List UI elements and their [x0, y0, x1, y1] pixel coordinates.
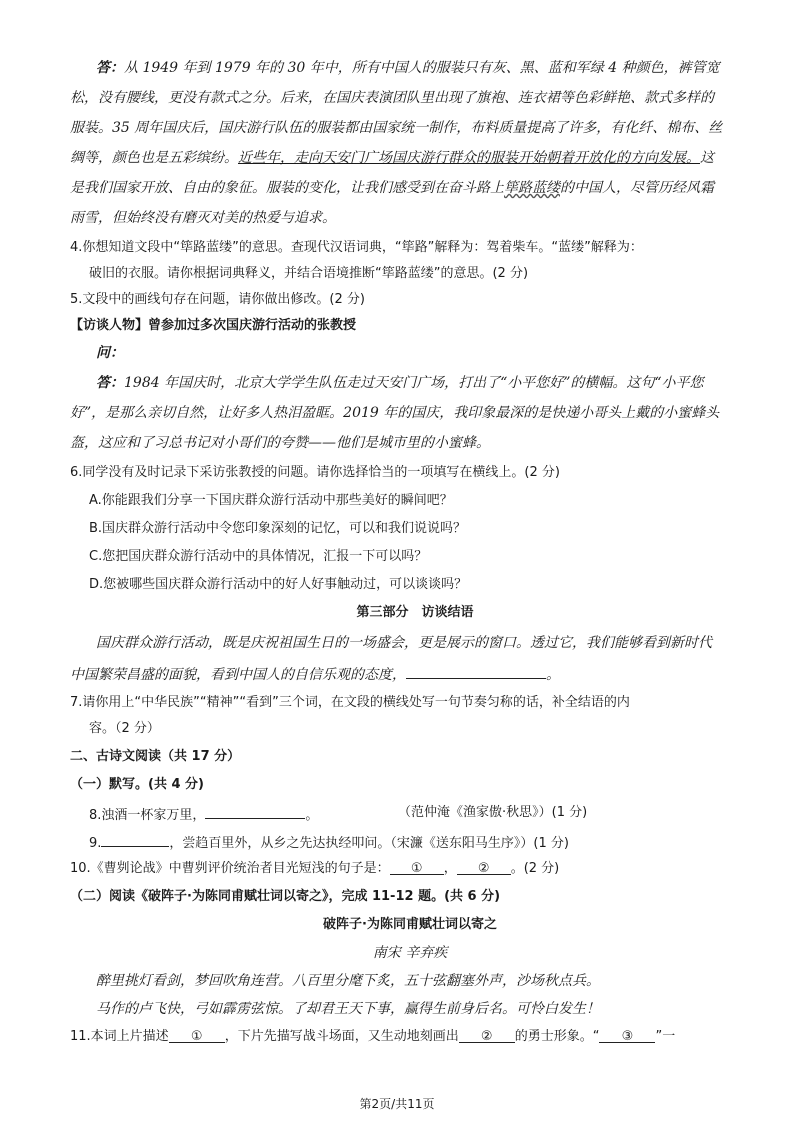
question-7: 7.请你用上“中华民族”“精神”“看到”三个词，在文段的横线处写一句节奏匀称的话，补全结语的内: [70, 695, 630, 710]
question-4-cont: 破旧的衣服。请你根据词典释义，并结合语境推断“筚路蓝缕”的意思。(2 分): [89, 266, 529, 281]
answer-paragraph-line: 松，没有腰线，更没有款式之分。后来，在国庆表演团队里出现了旗袍、连衣裙等色彩鲜艳、款式多样的: [70, 90, 714, 106]
idiom-marked: 筚路蓝缕: [504, 180, 560, 196]
answer-blank-3: ③: [599, 1027, 655, 1043]
answer-blank-2: ②: [459, 1027, 515, 1043]
conclusion-text: 。: [546, 667, 560, 683]
option-b: B.国庆群众游行活动中令您印象深刻的记忆，可以和我们说说吗？: [89, 521, 467, 536]
answer-blank: [101, 831, 169, 847]
answer-text: 从 1949 年到 1979 年的 30 年中，所有中国人的服装只有灰、黑、蓝和军绿 4 种颜色，裤管宽: [124, 60, 720, 76]
underlined-sentence: 近些年，走向天安门广场国庆游行群众的服装开始朝着开放化的方向发展。: [238, 150, 700, 166]
poem-line: 马作的卢飞快，弓如霹雳弦惊。了却君王天下事，赢得生前身后名。可怜白发生！: [96, 1001, 600, 1017]
question-4: 4.你想知道文段中“筚路蓝缕”的意思。查现代汉语词典，“筚路”解释为：驾着柴车。“蓝缕”解释为：: [70, 240, 643, 255]
answer-blank-1: ①: [390, 859, 444, 875]
answer-paragraph-line: [70, 178, 714, 198]
answer-blank: [205, 803, 305, 819]
question-text: ，下片先描写战斗场面，又生动地刻画出: [224, 1029, 459, 1044]
question-text: ”一: [655, 1029, 676, 1044]
question-8-source: （范仲淹《渔家傲·秋思》）(1 分): [398, 805, 588, 820]
answer-label: 答：: [96, 60, 124, 76]
conclusion-line: 国庆群众游行活动，既是庆祝祖国生日的一场盛会，更是展示的窗口。透过它，我们能够看到新时代: [96, 635, 712, 651]
page-number: 第2页/共11页: [359, 1097, 435, 1111]
question-11: [70, 1027, 675, 1047]
answer-paragraph-line: [96, 58, 720, 78]
answer-paragraph-line: 雨雪，但始终没有磨灭对美的热爱与追求。: [70, 210, 336, 226]
interviewee-heading: 【访谈人物】曾参加过多次国庆游行活动的张教授: [70, 318, 357, 333]
question-text: 。: [305, 808, 319, 823]
question-6: 6.同学没有及时记录下采访张教授的问题。请你选择恰当的一项填写在横线上。(2 分): [70, 465, 560, 480]
question-text: 的勇士形象。“: [514, 1029, 600, 1044]
conclusion-line: [70, 663, 560, 685]
conclusion-text: 中国繁荣昌盛的面貌，看到中国人的自信乐观的态度，: [70, 667, 406, 683]
answer-paragraph-line: 服装。35 周年国庆后，国庆游行队伍的服装都由国家统一制作，布料质量提高了许多，有化纤、棉布、丝: [70, 120, 723, 136]
option-d: D.您被哪些国庆群众游行活动中的好人好事触动过，可以谈谈吗？: [89, 577, 468, 592]
question-5: 5.文段中的画线句存在问题，请你做出修改。(2 分): [70, 292, 365, 307]
answer-text: 1984 年国庆时，北京大学学生队伍走过天安门广场，打出了“小平您好”的横幅。这句“小平您: [124, 375, 704, 391]
question-10: [70, 859, 559, 879]
section-title: 第三部分 访谈结语: [356, 605, 474, 620]
poem-author: 南宋 辛弃疾: [372, 945, 448, 961]
answer-text: 的中国人，尽管历经风霜: [560, 180, 714, 196]
answer-paragraph-line: 好”，是那么亲切自然，让好多人热泪盈眶。2019 年的国庆，我印象最深的是快递小哥头上戴的小蜜蜂头: [70, 405, 720, 421]
subsection-heading: （一）默写。(共 4 分): [70, 777, 204, 792]
answer-text: 这: [700, 150, 714, 166]
poem-line: 醉里挑灯看剑，梦回吹角连营。八百里分麾下炙，五十弦翻塞外声，沙场秋点兵。: [96, 973, 600, 989]
answer-paragraph-line: [96, 373, 704, 393]
answer-blank: [406, 663, 546, 679]
answer-blank-1: ①: [169, 1027, 225, 1043]
question-8: [89, 803, 318, 826]
answer-text: 是我们国家开放、自由的象征。服装的变化，让我们感受到在奋斗路上: [70, 180, 504, 196]
answer-text: 绸等，颜色也是五彩缤纷。: [70, 150, 238, 166]
answer-paragraph-line: [70, 148, 714, 168]
poem-title: 破阵子·为陈同甫赋壮词以寄之: [323, 917, 497, 932]
question-text: 11.本词上片描述: [70, 1029, 169, 1044]
option-a: A.你能跟我们分享一下国庆群众游行活动中那些美好的瞬间吧？: [89, 493, 453, 508]
question-text: ，尝趋百里外，从乡之先达执经叩问。（宋濂《送东阳马生序》）(1 分): [169, 836, 569, 851]
question-7-cont: 容。（2 分）: [89, 721, 160, 736]
option-c: C.您把国庆群众游行活动中的具体情况，汇报一下可以吗？: [89, 549, 428, 564]
answer-paragraph-line: 盔，这应和了习总书记对小哥们的夸赞——他们是城市里的小蜜蜂。: [70, 435, 490, 451]
answer-blank-2: ②: [457, 859, 511, 875]
subsection-heading: （二）阅读《破阵子·为陈同甫赋壮词以寄之》，完成 11-12 题。(共 6 分): [70, 889, 501, 904]
question-text: ，: [443, 861, 457, 876]
section-heading: 二、古诗文阅读（共 17 分）: [70, 749, 241, 764]
answer-label: 答：: [96, 375, 124, 391]
question-text: 8.浊酒一杯家万里，: [89, 808, 206, 823]
question-text: 。(2 分): [510, 861, 560, 876]
question-9: [89, 831, 569, 854]
question-text: 10.《曹刿论战》中曹刿评价统治者目光短浅的句子是：: [70, 861, 390, 876]
question-text: 9.: [89, 836, 102, 851]
question-label: 问：: [96, 345, 124, 361]
